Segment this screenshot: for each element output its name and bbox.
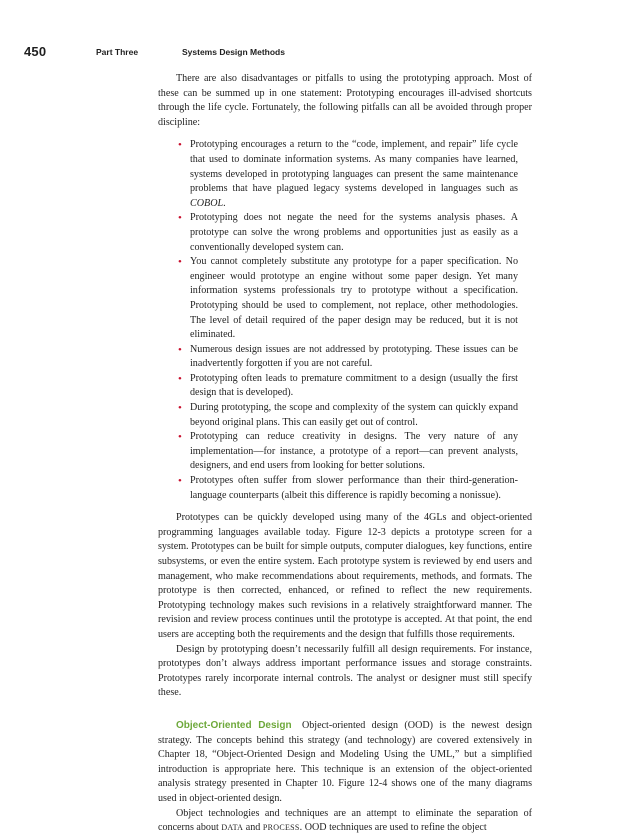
object-tech-paragraph [158, 807, 532, 836]
page-number: 450 [24, 44, 47, 59]
part-label: Part Three [96, 47, 139, 57]
language-name: COBOL [190, 197, 224, 209]
design-requirements-paragraph: Design by prototyping doesn’t necessarily fulfill all design requirements. For instance, prototypes don’t always address important performance issues and storage constraints. Prototypes rarely incorporate internal controls. The analyst or designer must still specify these. [158, 643, 532, 699]
ood-text: Object-oriented design (OOD) is the newest design strategy. The concepts behind this strategy (and technology) are covered extensively in Chapter 18, “Object-Oriented Design and Modeling Using the UML,” but a simplified introduction is appropriate here. This technique is an extension of the object-oriented analysis strategy presented in Chapter 10. Figure 12-4 shows one of the many diagrams used in object-oriented design. [158, 719, 533, 804]
object-tech-tail: . OOD techniques are used to refine the object [299, 822, 487, 834]
object-tech-text: Object technologies and techniques are an attempt to eliminate the separation of concerns about [158, 807, 532, 834]
running-header [24, 44, 584, 60]
list-item: • Numerous design issues are not addressed by prototyping. These issues can be inadvertently forgotten if you are not careful. [190, 343, 532, 372]
intro-paragraph: There are also disadvantages or pitfalls to using the prototyping approach. Most of these can be summed up in one statement: Prototyping encourages ill-advised shortcuts through the life cycle. Fortunately, the following pitfalls can all be avoided through proper discipline: [158, 73, 532, 128]
bullet-end: . [223, 197, 226, 209]
list-item: • Prototypes often suffer from slower performance than their third-generation-language counterparts (albeit this difference is rapidly becoming a nonissue). [190, 474, 532, 503]
bullet-text: Prototyping encourages a return to the “code, implement, and repair” life cycle that used to dominate information systems. As many companies have learned, systems developed in prototyping languages can present the same maintenance problems that have plagued legacy systems developed in languages such as [190, 139, 518, 195]
section-label: Systems Design Methods [182, 47, 285, 57]
list-item: • You cannot completely substitute any prototype for a paper specification. No engineer would prototype an engine without some paper design. Yet many information systems professionals try to prototype without a specification. Prototyping should be used to complement, not replace, other methodologies. The level of detail required of the paper design may be reduced, but it is not eliminated. [190, 255, 532, 343]
data-term: DATA [221, 823, 244, 833]
body-text [158, 72, 532, 836]
object-tech-and: and [243, 822, 263, 834]
list-item [190, 138, 532, 211]
list-item: • During prototyping, the scope and complexity of the system can quickly expand beyond original plans. This can easily get out of control. [190, 401, 532, 430]
process-term: PROCESS [262, 823, 300, 833]
list-item: • Prototyping often leads to premature commitment to a design (usually the first design that is developed). [190, 372, 532, 401]
ood-paragraph [158, 719, 532, 807]
section-subheading: Object-Oriented Design [176, 719, 292, 731]
prototype-tools-paragraph: Prototypes can be quickly developed using many of the 4GLs and object-oriented programming languages available today. Figure 12-3 depicts a prototype screen for a system. Prototypes can be built for simple outputs, computer dialogues, key functions, entire subsystems, or even the entire system. Each prototype system is reviewed by end users and management, who make recommendations about requirements, methods, and formats. The prototype is then corrected, enhanced, or refined to reflect the new requirements. Prototyping technology makes such revisions in a relatively straightforward manner. The revision and review process continues until the prototype is accepted. At that point, the end users are accepting both the requirements and the design that fulfills those requirements. [158, 512, 532, 640]
pitfalls-list [158, 138, 532, 503]
list-item: • Prototyping does not negate the need for the systems analysis phases. A prototype can solve the wrong problems and opportunities just as easily as a conventionally developed system can. [190, 211, 532, 255]
list-item: • Prototyping can reduce creativity in designs. The very nature of any implementation—for instance, a prototype of a report—can prevent analysts, designers, and end users from looking for better solutions. [190, 430, 532, 474]
